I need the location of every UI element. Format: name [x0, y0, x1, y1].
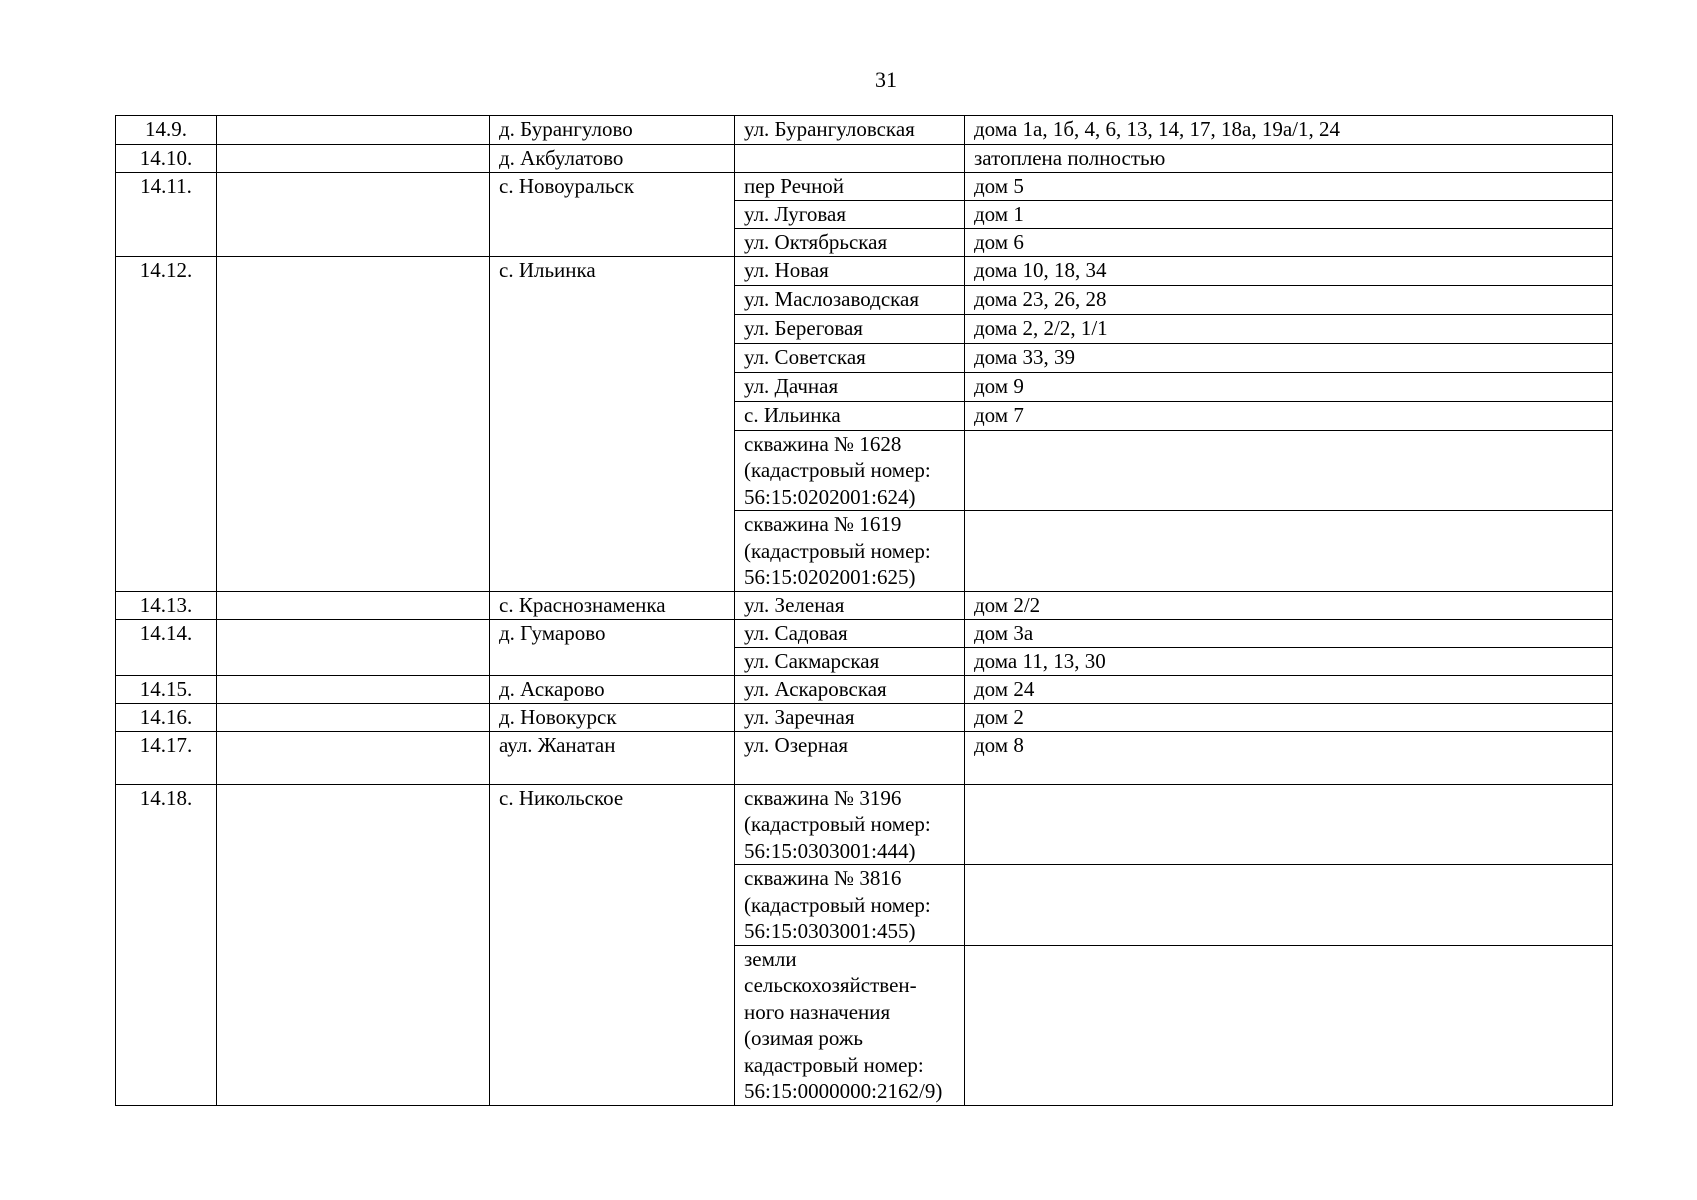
street-cell: ул. Озерная — [735, 731, 965, 784]
settlement-cell: д. Бурангулово — [490, 116, 735, 145]
houses-cell: затоплена полностью — [965, 145, 1613, 173]
houses-cell: дома 33, 39 — [965, 343, 1613, 372]
empty-cell — [217, 172, 490, 256]
land-cell — [735, 945, 965, 1105]
well-cell — [735, 865, 965, 946]
empty-cell — [217, 703, 490, 731]
street-cell: ул. Луговая — [735, 200, 965, 228]
land-line: кадастровый номер: — [744, 1052, 924, 1077]
houses-cell: дома 11, 13, 30 — [965, 647, 1613, 675]
street-cell: ул. Октябрьская — [735, 228, 965, 256]
well-line: скважина № 1619 — [744, 512, 902, 536]
settlement-cell: д. Гумарово — [490, 619, 735, 675]
table-row — [116, 145, 1613, 173]
empty-cell — [217, 591, 490, 619]
page-number: 31 — [875, 67, 897, 92]
row-number: 14.13. — [116, 591, 217, 619]
houses-cell: дома 1а, 1б, 4, 6, 13, 14, 17, 18а, 19а/1, 24 — [965, 116, 1613, 145]
table-row — [116, 172, 1613, 200]
settlements-table — [115, 115, 1613, 1106]
street-cell: ул. Маслозаводская — [735, 285, 965, 314]
row-number: 14.11. — [116, 172, 217, 256]
table-row — [116, 703, 1613, 731]
houses-cell: дом 1 — [965, 200, 1613, 228]
street-cell: ул. Дачная — [735, 372, 965, 401]
well-line: 56:15:0303001:444) — [744, 838, 916, 863]
street-cell: ул. Советская — [735, 343, 965, 372]
empty-cell — [217, 731, 490, 784]
houses-cell: дом 6 — [965, 228, 1613, 256]
street-cell — [735, 145, 965, 173]
well-line: скважина № 3196 — [744, 785, 902, 810]
empty-cell — [217, 145, 490, 173]
houses-cell: дом 8 — [965, 731, 1613, 784]
table-row — [116, 784, 1613, 865]
land-line: ного назначения — [744, 999, 891, 1024]
well-line: (кадастровый номер: — [744, 458, 931, 482]
street-cell: ул. Бурангуловская — [735, 116, 965, 145]
empty-cell — [217, 784, 490, 1105]
empty-cell — [217, 675, 490, 703]
settlement-cell: аул. Жанатан — [490, 731, 735, 784]
street-cell: ул. Зеленая — [735, 591, 965, 619]
houses-cell: дом 7 — [965, 401, 1613, 430]
houses-cell: дом 3а — [965, 619, 1613, 647]
table-row — [116, 675, 1613, 703]
row-number: 14.17. — [116, 731, 217, 784]
row-number: 14.15. — [116, 675, 217, 703]
land-line: 56:15:0000000:2162/9) — [744, 1079, 943, 1103]
houses-cell: дома 23, 26, 28 — [965, 285, 1613, 314]
well-line: (кадастровый номер: — [744, 538, 931, 563]
row-number: 14.14. — [116, 619, 217, 675]
land-line: земли — [744, 946, 797, 971]
well-cell — [735, 430, 965, 511]
table-row — [116, 591, 1613, 619]
street-cell: ул. Береговая — [735, 314, 965, 343]
row-number: 14.12. — [116, 256, 217, 591]
houses-cell — [965, 784, 1613, 865]
houses-cell: дом 24 — [965, 675, 1613, 703]
land-line: (озимая рожь — [744, 1026, 863, 1050]
empty-cell — [217, 619, 490, 675]
well-line: 56:15:0202001:625) — [744, 565, 916, 589]
row-number: 14.9. — [116, 116, 217, 145]
houses-cell: дома 2, 2/2, 1/1 — [965, 314, 1613, 343]
street-cell: ул. Сакмарская — [735, 647, 965, 675]
houses-cell — [965, 865, 1613, 946]
settlement-cell: с. Ильинка — [490, 256, 735, 591]
settlement-cell: с. Новоуральск — [490, 172, 735, 256]
well-line: (кадастровый номер: — [744, 892, 931, 917]
houses-cell: дом 9 — [965, 372, 1613, 401]
row-number: 14.16. — [116, 703, 217, 731]
well-line: скважина № 1628 — [744, 431, 902, 456]
table-row — [116, 619, 1613, 647]
settlement-cell: д. Аскарово — [490, 675, 735, 703]
street-cell: ул. Заречная — [735, 703, 965, 731]
street-cell: ул. Аскаровская — [735, 675, 965, 703]
settlement-cell: д. Новокурск — [490, 703, 735, 731]
row-number: 14.10. — [116, 145, 217, 173]
houses-cell — [965, 511, 1613, 592]
well-cell — [735, 784, 965, 865]
row-number: 14.18. — [116, 784, 217, 1105]
houses-cell — [965, 945, 1613, 1105]
houses-cell: дома 10, 18, 34 — [965, 256, 1613, 285]
well-line: 56:15:0303001:455) — [744, 919, 916, 943]
table-row — [116, 116, 1613, 145]
houses-cell: дом 2 — [965, 703, 1613, 731]
street-cell: пер Речной — [735, 172, 965, 200]
houses-cell: дом 2/2 — [965, 591, 1613, 619]
settlement-cell: с. Никольское — [490, 784, 735, 1105]
settlement-cell: д. Акбулатово — [490, 145, 735, 173]
table-row — [116, 731, 1613, 784]
well-cell — [735, 511, 965, 592]
land-line: сельскохозяйствен- — [744, 973, 917, 997]
table-row — [116, 256, 1613, 285]
street-cell: с. Ильинка — [735, 401, 965, 430]
empty-cell — [217, 116, 490, 145]
well-line: скважина № 3816 — [744, 866, 902, 890]
empty-cell — [217, 256, 490, 591]
well-line: 56:15:0202001:624) — [744, 484, 916, 509]
settlement-cell: с. Краснознаменка — [490, 591, 735, 619]
street-cell: ул. Садовая — [735, 619, 965, 647]
well-line: (кадастровый номер: — [744, 812, 931, 836]
street-cell: ул. Новая — [735, 256, 965, 285]
houses-cell — [965, 430, 1613, 511]
houses-cell: дом 5 — [965, 172, 1613, 200]
